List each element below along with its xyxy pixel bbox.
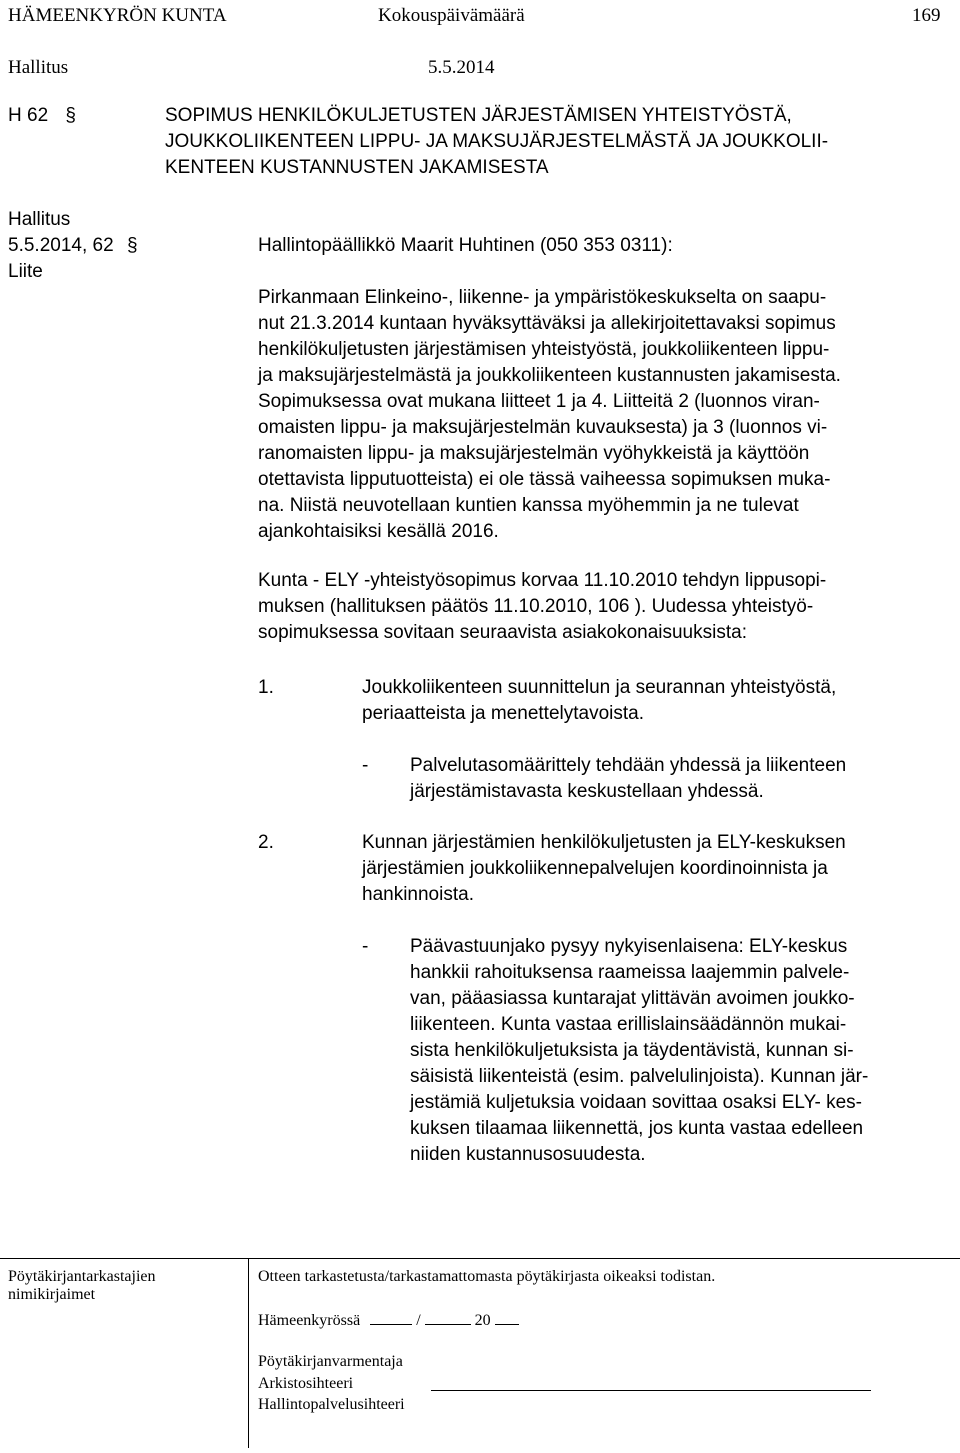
footer-certification: Otteen tarkastetusta/tarkastamattomasta pöytäkirjasta oikeaksi todistan. [258, 1268, 716, 1285]
sidebar-attachment: Liite [8, 261, 43, 282]
section-sign-icon: § [126, 235, 138, 256]
list-subitem: Palvelutasomäärittely tehdään yhdessä ja liikenteen järjestämistavasta keskustellaan yhdessä. [410, 755, 847, 802]
footer-initials-label: Pöytäkirjantarkastajien nimikirjaimet [8, 1268, 156, 1303]
signature-line[interactable] [431, 1390, 871, 1391]
presenter-line: Hallintopäällikkö Maarit Huhtinen (050 353 0311): [258, 235, 673, 256]
sidebar-body: Hallitus [8, 209, 71, 230]
footer-column-divider [248, 1258, 249, 1448]
footer-divider [0, 1258, 960, 1259]
paragraph-intro: Pirkanmaan Elinkeino-, liikenne- ja ympäristökeskukselta on saapu- nut 21.3.2014 kuntaan hyväksyttäväksi ja allekirjoitettavaksi sopimus henkilökuljetusten järjestämisen yhteistyöstä, joukkoliikenteen lippu- ja maksujärjestelmästä ja joukkoliikenteen kustannusten jakamisesta. Sopimuksessa ovat mukana liitteet 1 ja 4. Liitteitä 2 (luonnos viran- omaisten lippu- ja maksujärjestelmän kuvauksesta) ja 3 (luonnos vi- ranomaisten lippu- ja maksujärjestelmän vyöhykkeistä ja käyttöön otettavista lipputuotteista) ei ole tässä vaiheessa sopimuksen muka- na. Niistä neuvotellaan kuntien kanssa myöhemmin ja ne tulevat ajankohtaisiksi kesällä 2016. [258, 287, 841, 542]
list-number: 1. [258, 677, 274, 698]
list-bullet: - [362, 936, 369, 957]
footer-role-secretary: Hallintopalvelusihteeri [258, 1396, 405, 1413]
footer-place-date: Hämeenkyrössä / 20 [258, 1310, 519, 1330]
sidebar-date-ref: 5.5.2014, 62 § [8, 235, 138, 256]
municipality-name: HÄMEENKYRÖN KUNTA [8, 5, 227, 26]
header-body: Hallitus [8, 57, 69, 78]
list-subitem: Päävastuunjako pysyy nykyisenlaisena: ELY-keskus hankkii rahoituksensa raameissa laajemmin palvele- van, pääasiassa kuntarajat ylittävän avoimen joukko- liikenteen. Kunta vastaa erillislainsäädännön mukai- sista henkilökuljetuksista ja täydentävistä, kunnan si- säisistä liikenteistä (esim. palvelulinjoista). Kunnan jär- jestämiä kuljetuksia voidaan sovittaa osaksi ELY- kes- kuksen tilaamaa liikennettä, jos kunta vastaa edelleen niiden kustannusosuudesta. [410, 936, 869, 1165]
day-field[interactable] [370, 1310, 412, 1325]
list-item: Kunnan järjestämien henkilökuljetusten ja ELY-keskuksen järjestämien joukkoliikennepalvelujen koordinoinnista ja hankinnoista. [362, 832, 846, 905]
footer-role-verifier: Pöytäkirjanvarmentaja [258, 1353, 403, 1370]
list-number: 2. [258, 832, 274, 853]
paragraph-agreement: Kunta - ELY -yhteistyösopimus korvaa 11.10.2010 tehdyn lippusopi- muksen (hallituksen päätös 11.10.2010, 106 ). Uudessa yhteistyö- sopimuksessa sovitaan seuraavista asiakokonaisuuksista: [258, 570, 827, 643]
list-bullet: - [362, 755, 369, 776]
page-number: 169 [912, 5, 941, 26]
list-item: Joukkoliikenteen suunnittelun ja seurannan yhteistyöstä, periaatteista ja menettelytavoista. [362, 677, 837, 724]
footer-role-archivist: Arkistosihteeri [258, 1375, 354, 1392]
section-sign-icon: § [65, 105, 76, 126]
month-field[interactable] [425, 1310, 471, 1325]
section-number: H 62 § [8, 103, 76, 129]
header-date: 5.5.2014 [428, 57, 495, 78]
section-title: SOPIMUS HENKILÖKULJETUSTEN JÄRJESTÄMISEN YHTEISTYÖSTÄ, JOUKKOLIIKENTEEN LIPPU- JA MAKSUJÄRJESTELMÄSTÄ JA JOUKKOLII- KENTEEN KUSTANNUSTEN JAKAMISESTA [165, 105, 829, 178]
meeting-date-label: Kokouspäivämäärä [378, 5, 525, 26]
year-field[interactable] [495, 1310, 519, 1325]
